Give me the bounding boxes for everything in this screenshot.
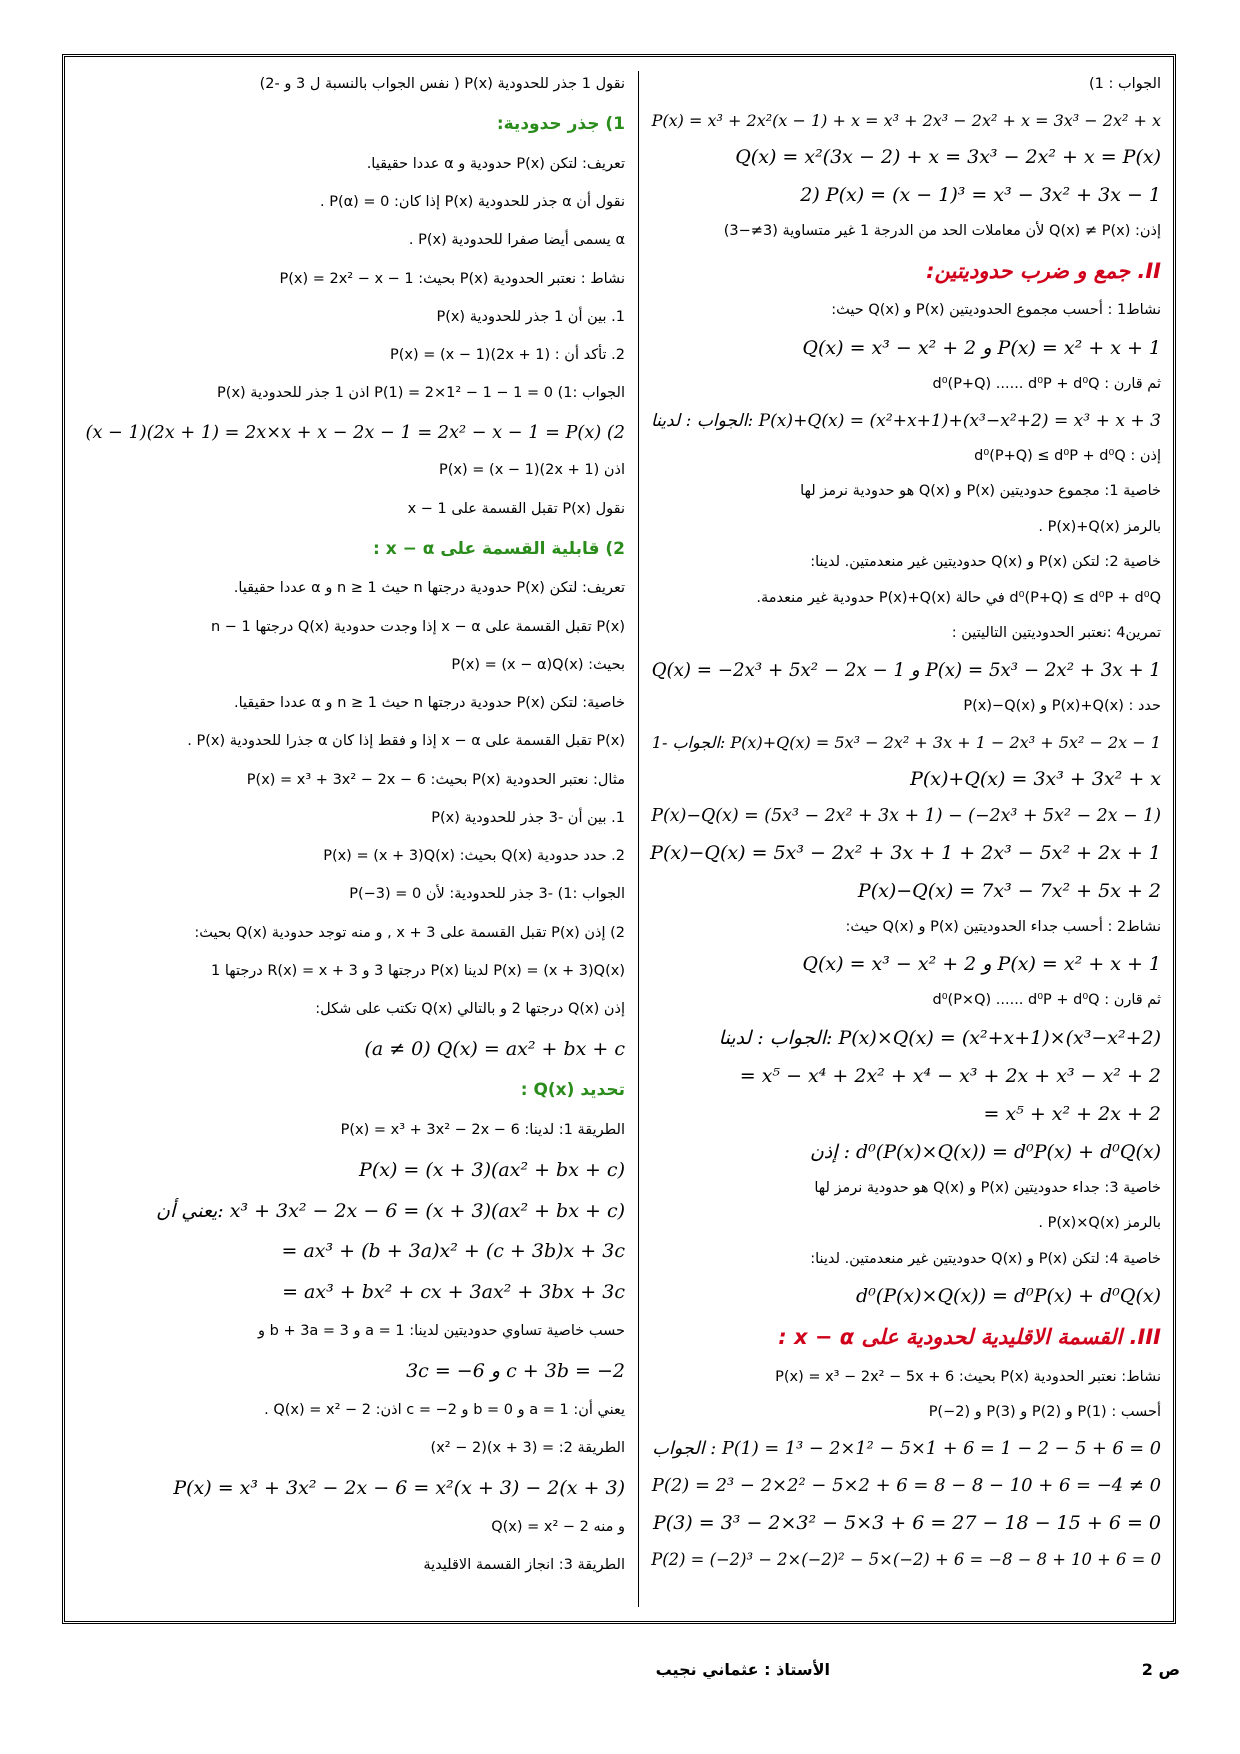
ans-l1: الجواب :1) P(1) = 2×1² − 1 − 1 = 0 اذن 1 جذر للحدودية P(x) bbox=[217, 385, 625, 402]
eq-r6: Q(x) = −2x³ + 5x² − 2x − 1 و P(x) = 5x³ − 2x² + 3x + 1 bbox=[651, 659, 1161, 681]
property-1b: بالرمز P(x)+Q(x) . bbox=[1038, 518, 1161, 535]
compute-values: أحسب : P(1) و P(2) و P(3) و P(−2) bbox=[928, 1404, 1161, 1421]
eq-l7: 3c = −6 و c + 3b = −2 bbox=[406, 1360, 625, 1382]
eq-r12: Q(x) = x³ − x² + 2 و P(x) = x² + x + 1 bbox=[802, 953, 1161, 976]
prop-div: خاصية: لتكن P(x) حدودية درجتها n حيث n ≥ 1 و α عددا حقيقيا. bbox=[234, 695, 625, 712]
eq-r5: الجواب : لدينا: P(x)+Q(x) = (x²+x+1)+(x³−x²+2) = x³ + x + 3 bbox=[650, 410, 1161, 431]
ex-ans1: الجواب :1) -3 جذر للحدودية: لأن P(−3) = 0 bbox=[349, 886, 625, 903]
eq-r20: P(3) = 3³ − 2×3² − 5×3 + 6 = 27 − 18 − 15 + 6 = 0 bbox=[653, 1511, 1161, 1534]
eq-r1: P(x) = x³ + 2x²(x − 1) + x = x³ + 2x³ − 2x² + x = 3x³ − 2x² + x bbox=[651, 110, 1161, 130]
eq-r8: P(x)+Q(x) = 3x³ + 3x² + x bbox=[910, 767, 1161, 790]
eq-l1: (x − 1)(2x + 1) = 2x×x + x − 2x − 1 = 2x² − x − 1 = P(x) (2 bbox=[85, 422, 625, 443]
eq-r10: P(x)−Q(x) = 5x³ − 2x² + 3x + 1 + 2x³ − 5x² + 2x + 1 bbox=[650, 841, 1161, 864]
eq-l8: P(x) = x³ + 3x² − 2x − 6 = x²(x + 3) − 2(x + 3) bbox=[173, 1477, 625, 1500]
eq-l2: (a ≠ 0) Q(x) = ax² + bx + c bbox=[364, 1038, 625, 1061]
eq-r11: P(x)−Q(x) = 7x³ − 7x² + 5x + 2 bbox=[857, 879, 1161, 902]
ex-q1: 1. بين أن -3 جذر للحدودية P(x) bbox=[431, 809, 625, 826]
compare-1: ثم قارن : d⁰(P+Q) ...... d⁰P + d⁰Q bbox=[932, 376, 1161, 393]
q1-l: 1. بين أن 1 جذر للحدودية P(x) bbox=[436, 308, 625, 325]
section-2-title: II. جمع و ضرب حدوديتين: bbox=[926, 259, 1161, 284]
conclusion-r: إذن: Q(x) ≠ P(x) لأن معاملات الحد من الدرجة 1 غير متساوية (3≠−3) bbox=[723, 222, 1161, 239]
eq-r4: Q(x) = x³ − x² + 2 و P(x) = x² + x + 1 bbox=[802, 337, 1161, 360]
page-footer bbox=[0, 1660, 1240, 1690]
compare-2: ثم قارن : d⁰(P×Q) ...... d⁰P + d⁰Q bbox=[932, 992, 1161, 1009]
method-3: الطريقة 3: انجاز القسمة الاقليدية bbox=[423, 1557, 625, 1574]
eq-r7: الجواب -1: P(x)+Q(x) = 5x³ − 2x² + 3x + 1 − 2x³ + 5x² − 2x − 1 bbox=[651, 732, 1161, 752]
eq-l3: P(x) = (x + 3)(ax² + bx + c) bbox=[359, 1159, 625, 1181]
note-l1: نقول 1 جذر للحدودية P(x) ( نفس الجواب بالنسبة ل 3 و -2) bbox=[259, 76, 625, 92]
def-root-c: α يسمى أيضا صفرا للحدودية P(x) . bbox=[408, 232, 625, 249]
activity-l1: نشاط : نعتبر الحدودية P(x) بحيث: P(x) = 2x² − x − 1 bbox=[279, 270, 625, 287]
eq-l4: يعني أن: x³ + 3x² − 2x − 6 = (x + 3)(ax² + bx + c) bbox=[155, 1199, 625, 1222]
eq-r9: P(x)−Q(x) = (5x³ − 2x² + 3x + 1) − (−2x³ + 5x² − 2x − 1) bbox=[651, 805, 1161, 826]
property-2: خاصية 2: لتكن P(x) و Q(x) حدوديتين غير منعدمتين. لدينا: bbox=[810, 554, 1161, 571]
compute-r: حدد : P(x)+Q(x) و P(x)−Q(x) bbox=[963, 697, 1161, 714]
eq-r17: d⁰(P(x)×Q(x)) = d⁰P(x) + d⁰Q(x) bbox=[856, 1285, 1161, 1308]
hence: و منه Q(x) = x² − 2 bbox=[491, 1518, 625, 1535]
property-2b: d⁰(P+Q) ≤ d⁰P + d⁰Q في حالة P(x)+Q(x) حدودية غير منعدمة. bbox=[756, 589, 1161, 606]
def-div: تعريف: لتكن P(x) حدودية درجتها n حيث n ≥ 1 و α عددا حقيقيا. bbox=[233, 580, 625, 597]
sub-1-title: 1) جذر حدودية: bbox=[496, 114, 625, 135]
ex-q2: 2. حدد حدودية Q(x) بحيث: P(x) = (x + 3)Q(x) bbox=[323, 848, 625, 865]
eq-l6: = ax³ + bx² + cx + 3ax² + 3bx + 3c bbox=[282, 1281, 625, 1304]
determine-title: تحديد Q(x) : bbox=[520, 1080, 625, 1101]
answer-1-label: الجواب : 1) bbox=[1089, 76, 1161, 92]
ex-ans3: P(x) = (x + 3)Q(x) لدينا P(x) درجتها 3 و R(x) = x + 3 درجتها 1 bbox=[211, 962, 625, 979]
activity-2: نشاط2 : أحسب جداء الحدوديتين P(x) و Q(x) حيث: bbox=[845, 918, 1161, 935]
eq-r13: الجواب : لدينا: P(x)×Q(x) = (x²+x+1)×(x³−x²+2) bbox=[718, 1026, 1161, 1049]
ex-ans2: 2) إذن P(x) تقبل القسمة على x + 3 , و منه توجد حدودية Q(x) بحيث: bbox=[194, 924, 625, 941]
eq-r2: Q(x) = x²(3x − 2) + x = 3x³ − 2x² + x = P(x) bbox=[735, 145, 1161, 168]
eq-r14: = x⁵ − x⁴ + 2x² + x⁴ − x³ + 2x + x³ − x² + 2 bbox=[739, 1064, 1161, 1087]
property-4: خاصية 4: لتكن P(x) و Q(x) حدوديتين غير منعدمتين. لدينا: bbox=[810, 1250, 1161, 1267]
eq-l5: = ax³ + (b + 3a)x² + (c + 3b)x + 3c bbox=[281, 1240, 625, 1263]
page-frame bbox=[62, 54, 1176, 1624]
property-3b: بالرمز P(x)×Q(x) . bbox=[1038, 1215, 1161, 1232]
sub-2-title: 2) قابلية القسمة على x − α : bbox=[372, 538, 625, 559]
method-2: الطريقة 2: = (x + 3)(x² − 2) bbox=[430, 1439, 625, 1456]
method-1: الطريقة 1: لدينا: P(x) = x³ + 3x² − 2x − 6 bbox=[340, 1121, 625, 1138]
eq-r21: P(2) = (−2)³ − 2×(−2)² − 5×(−2) + 6 = −8 − 8 + 10 + 6 = 0 bbox=[651, 1549, 1161, 1569]
column-divider bbox=[638, 71, 639, 1607]
activity-1: نشاط1 : أحسب مجموع الحدوديتين P(x) و Q(x) حيث: bbox=[831, 302, 1161, 319]
def-root: تعريف: لتكن P(x) حدودية و α عددا حقيقيا. bbox=[366, 155, 625, 172]
page-number: ص 2 bbox=[1141, 1660, 1180, 1679]
def-root-b: نقول أن α جذر للحدودية P(x) إذا كان: P(α) = 0 . bbox=[319, 194, 625, 211]
def-div-c: بحيث: P(x) = (x − α)Q(x) bbox=[451, 656, 625, 673]
eq-r19: P(2) = 2³ − 2×2² − 5×2 + 6 = 8 − 8 − 10 + 6 = −4 ≠ 0 bbox=[651, 1474, 1161, 1496]
eq-r18: الجواب : P(1) = 1³ − 2×1² − 5×1 + 6 = 1 − 2 − 5 + 6 = 0 bbox=[652, 1438, 1161, 1459]
exercise-4: تمرين4 :نعتبر الحدوديتين التاليتين : bbox=[951, 625, 1161, 642]
eq-r15: = x⁵ + x² + 2x + 2 bbox=[983, 1102, 1161, 1125]
property-1: خاصية 1: مجموع حدوديتين P(x) و Q(x) هو حدودية نرمز لها bbox=[800, 483, 1161, 500]
property-3: خاصية 3: جداء حدوديتين P(x) و Q(x) هو حدودية نرمز لها bbox=[814, 1179, 1161, 1196]
eq-r16: إذن : d⁰(P(x)×Q(x)) = d⁰P(x) + d⁰Q(x) bbox=[809, 1140, 1161, 1163]
then-l1: اذن P(x) = (x − 1)(2x + 1) bbox=[439, 462, 625, 479]
eq-r3: 2) P(x) = (x − 1)³ = x³ − 3x² + 3x − 1 bbox=[800, 183, 1161, 206]
left-column bbox=[75, 75, 625, 1611]
q2-l: 2. تأكد أن : P(x) = (x − 1)(2x + 1) bbox=[389, 347, 625, 364]
prop-div-b: P(x) تقبل القسمة على x − α إذا و فقط إذا كان α جذرا للحدودية P(x) . bbox=[187, 733, 625, 750]
activity-3: نشاط: نعتبر الحدودية P(x) بحيث: P(x) = x³ − 2x² − 5x + 6 bbox=[775, 1368, 1161, 1385]
ex-ans4: إذن Q(x) درجتها 2 و بالتالي Q(x) تكتب على شكل: bbox=[315, 1001, 625, 1018]
equal-poly: حسب خاصية تساوي حدوديتين لدينا: a = 1 و b + 3a = 3 و bbox=[258, 1322, 625, 1339]
then-1: إذن : d⁰(P+Q) ≤ d⁰P + d⁰Q bbox=[974, 447, 1161, 464]
means: يعني أن: a = 1 و b = 0 و c = −2 اذن: Q(x) = x² − 2 . bbox=[264, 1401, 625, 1418]
section-3-title: III. القسمة الاقليدية لحدودية على x − α : bbox=[778, 1325, 1161, 1350]
def-div-b: P(x) تقبل القسمة على x − α إذا وجدت حدودية Q(x) درجتها n − 1 bbox=[211, 618, 625, 635]
example: مثال: نعتبر الحدودية P(x) بحيث: P(x) = x³ + 3x² − 2x − 6 bbox=[246, 771, 625, 788]
say-l1: نقول P(x) تقبل القسمة على x − 1 bbox=[407, 500, 625, 517]
right-column bbox=[641, 75, 1161, 1611]
teacher-name: الأستاذ : عثماني نجيب bbox=[655, 1660, 830, 1679]
